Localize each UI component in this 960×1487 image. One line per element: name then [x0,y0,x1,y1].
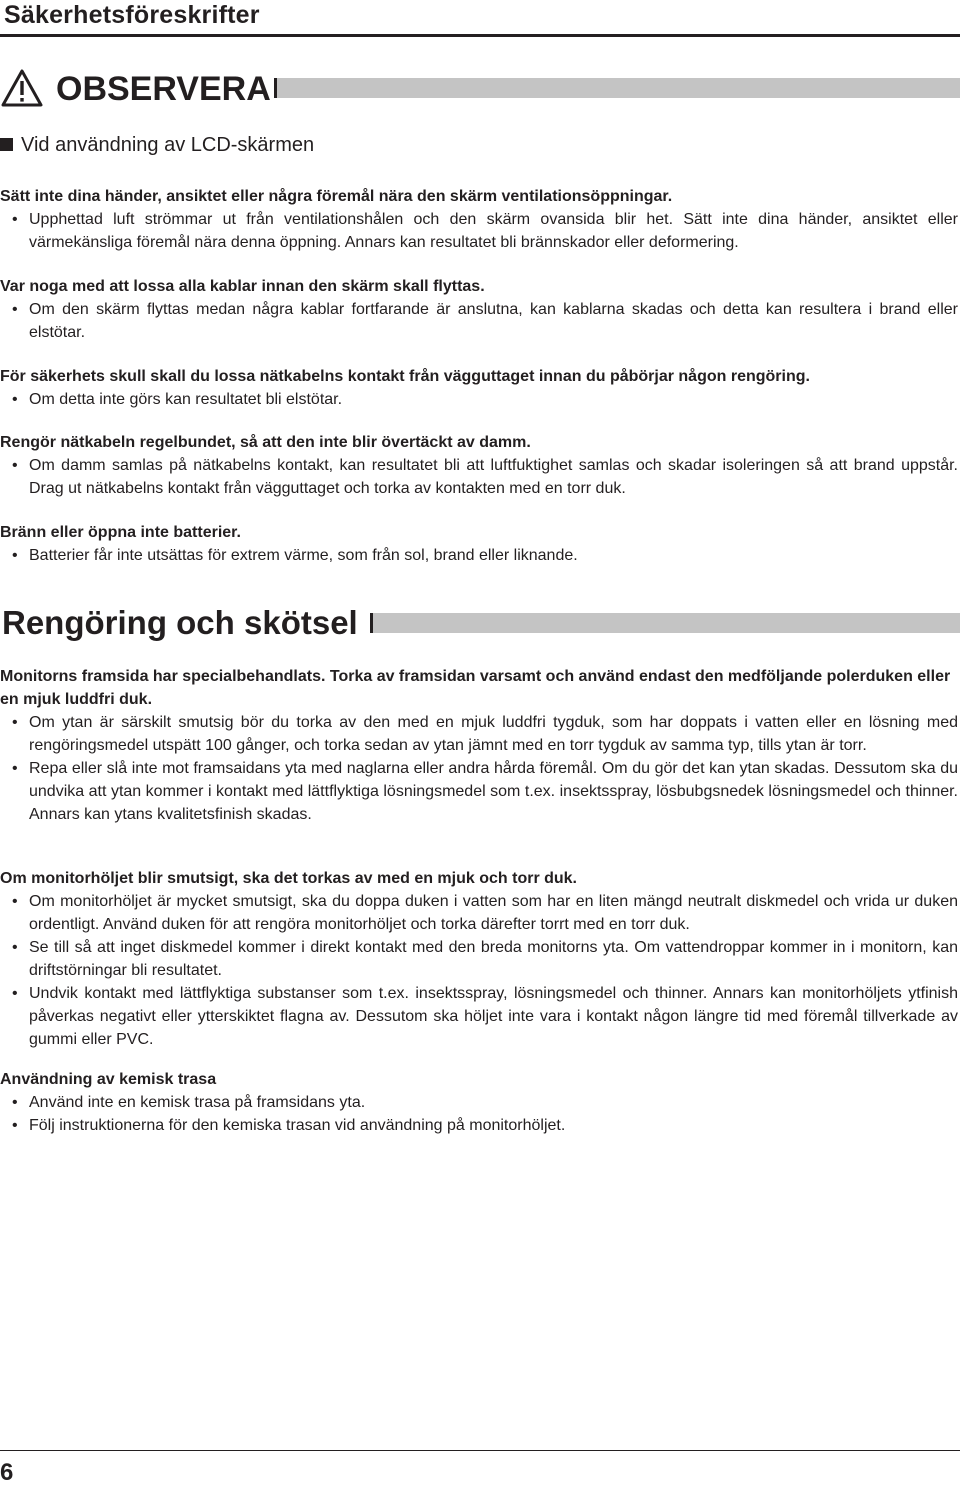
item-lead: Monitorns framsida har specialbehandlats. Torka av framsidan varsamt och använd endast den medföljande polerduken eller en mjuk luddfri duk. [0,668,951,708]
bullet-item: • Om ytan är särskilt smutsig bör du torka av den med en mjuk luddfri tygduk, som har doppats i vatten eller en lösning med rengöringsmedel utspätt 100 gånger, och torka sedan av ytan jämnt med en torr tygduk av samma typ, tills ytan är torr. [0,711,958,757]
lcd-item-ventilation [0,185,958,254]
cleaning-item-chemical-cloth [0,1068,958,1137]
warning-title: OBSERVERA [56,70,271,108]
header-rule [0,34,960,37]
bullet-item: • Om den skärm flyttas medan några kablar fortfarande är anslutna, kan kablarna skadas och detta kan resultera i brand eller elstötar. [0,298,958,344]
bullet-item: • Se till så att inget diskmedel kommer i direkt kontakt med den breda monitorns yta. Om vattendroppar kommer in i monitorn, kan driftstörningar bli resultatet. [0,936,958,982]
bullet-item: • Upphettad luft strömmar ut från ventilationshålen och den skärm ovansida blir het. Sätt inte dina händer, ansiktet eller värmekänsliga föremål nära denna öppning. Annars kan resultatet bli brännskador eller deformering. [0,208,958,254]
lcd-item-batteries [0,521,958,567]
bullet-item: • Om damm samlas på nätkabelns kontakt, kan resultatet bli att luftfuktighet samlas och skadar isoleringen så att brand uppstår. Drag ut nätkabelns kontakt från vägguttaget och torka av kontakten med en torr duk. [0,454,958,500]
warning-heading-row [0,64,960,112]
bullet-item: • Om detta inte görs kan resultatet bli elstötar. [0,388,958,411]
page-number: 6 [0,1459,14,1486]
cleaning-item-housing [0,867,958,1051]
item-lead: Användning av kemisk trasa [0,1071,217,1088]
bullet-item: • Repa eller slå inte mot framsaidans yta med naglarna eller andra hårda föremål. Om du gör det kan ytan skadas. Dessutom ska du undvika att ytan kommer i kontakt med lättflyktiga lösningsmedel som t.ex. insektsspray, lösbubgsnedek lösningsmedel och thinner. Annars kan ytans kvalitetsfinish skadas. [0,757,958,826]
bullet-item: • Undvik kontakt med lättflyktiga substanser som t.ex. insektsspray, lösningsmedel och thinner. Annars kan monitorhöljets ytfinish påverkas negativt eller ytterskiktet flagna av. Dessutom ska höljet inte vara i kontakt någon längre tid med föremål tillverkade av gummi eller PVC. [0,982,958,1051]
item-lead: Rengör nätkabeln regelbundet, så att den inte blir övertäckt av damm. [0,434,531,451]
footer-rule [0,1450,960,1451]
cleaning-section-title: Rengöring och skötsel [2,604,358,641]
item-lead: För säkerhets skull skall du lossa nätkabelns kontakt från vägguttaget innan du påbörjar någon rengöring. [0,368,810,385]
bullet-item: • Batterier får inte utsättas för extrem värme, som från sol, brand eller liknande. [0,544,958,567]
cleaning-heading-row [0,600,960,646]
cleaning-heading-bar [370,613,960,633]
item-lead: Var noga med att lossa alla kablar innan den skärm skall flyttas. [0,278,485,295]
lcd-subheading: Vid användning av LCD-skärmen [0,132,314,158]
cleaning-item-front [0,665,958,826]
bullet-item: • Om monitorhöljet är mycket smutsigt, ska du doppa duken i vatten som har en liten mängd neutralt diskmedel och vrida ur duken ordentligt. Använd duken för att rengöra monitorhöljet och torka därefter torrt med en torr duk. [0,890,958,936]
warning-heading-bar [274,78,960,98]
bullet-item: • Följ instruktionerna för den kemiska trasan vid användning på monitorhöljet. [0,1114,958,1137]
warning-triangle-icon [0,68,44,108]
item-lead: Bränn eller öppna inte batterier. [0,524,241,541]
lcd-item-cables [0,275,958,344]
item-lead: Sätt inte dina händer, ansiktet eller några föremål nära den skärm ventilationsöppningar. [0,188,673,205]
page-header-title: Säkerhetsföreskrifter [4,1,260,29]
item-lead: Om monitorhöljet blir smutsigt, ska det torkas av med en mjuk och torr duk. [0,870,577,887]
square-bullet-icon [0,138,13,151]
lcd-item-dust [0,431,958,500]
bullet-item: • Använd inte en kemisk trasa på framsidans yta. [0,1091,958,1114]
lcd-item-cleaning-safety [0,365,958,411]
